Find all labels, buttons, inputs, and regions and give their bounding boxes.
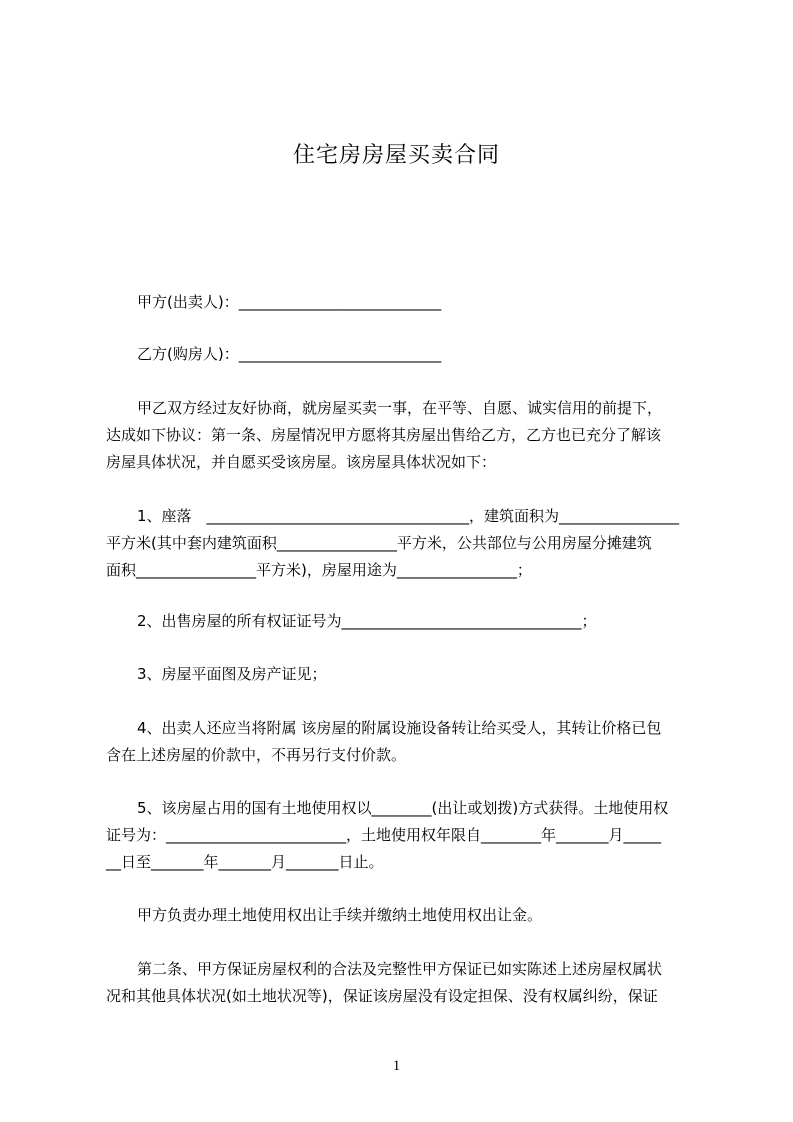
- item-1-line-1: 1、座落 ___________________________________，建筑面积为________________: [137, 507, 680, 525]
- item-3-line: 3、房屋平面图及房产证见；: [137, 665, 327, 683]
- article-2-line-1: 第二条、甲方保证房屋权利的合法及完整性甲方保证已如实陈述上述房屋权属状: [137, 960, 663, 978]
- article-2-line-2: 况和其他具体状况(如土地状况等)，保证该房屋没有设定担保、没有权属纠纷，保证: [106, 987, 658, 1005]
- party-a-line: 甲方(出卖人)：___________________________: [137, 293, 442, 311]
- item-5-line-1: 5、该房屋占用的国有土地使用权以________(出让或划拨)方式获得。土地使用权: [137, 799, 669, 817]
- item-2-line: 2、出售房屋的所有权证证号为________________________________；: [137, 612, 597, 630]
- item-5-line-3: __日至_______年_______月_______日止。: [106, 853, 384, 871]
- page-number: 1: [392, 1058, 401, 1074]
- item-4-line-1: 4、出卖人还应当将附属 该房屋的附属设施设备转让给买受人，其转让价格已包: [137, 719, 662, 737]
- document-title: 住宅房房屋买卖合同: [292, 143, 500, 168]
- intro-line-1: 甲乙双方经过友好协商，就房屋买卖一事，在平等、自愿、诚实信用的前提下，: [137, 399, 663, 417]
- item-5-line-2: 证号为：________________________，土地使用权年限自________年_______月_____: [106, 826, 662, 844]
- party-b-line: 乙方(购房人)：___________________________: [137, 345, 442, 363]
- intro-line-2: 达成如下协议：第一条、房屋情况甲方愿将其房屋出售给乙方，乙方也已充分了解该: [106, 426, 662, 444]
- intro-line-3: 房屋具体状况，并自愿买受该房屋。该房屋具体状况如下：: [106, 453, 497, 471]
- item-4-line-2: 含在上述房屋的价款中，不再另行支付价款。: [106, 746, 407, 764]
- land-fee-line: 甲方负责办理土地使用权出让手续并缴纳土地使用权出让金。: [137, 906, 543, 924]
- item-1-line-2: 平方米(其中套内建筑面积________________平方米，公共部位与公用房屋分摊建筑: [106, 534, 652, 552]
- item-1-line-3: 面积________________平方米)，房屋用途为________________；: [106, 561, 532, 579]
